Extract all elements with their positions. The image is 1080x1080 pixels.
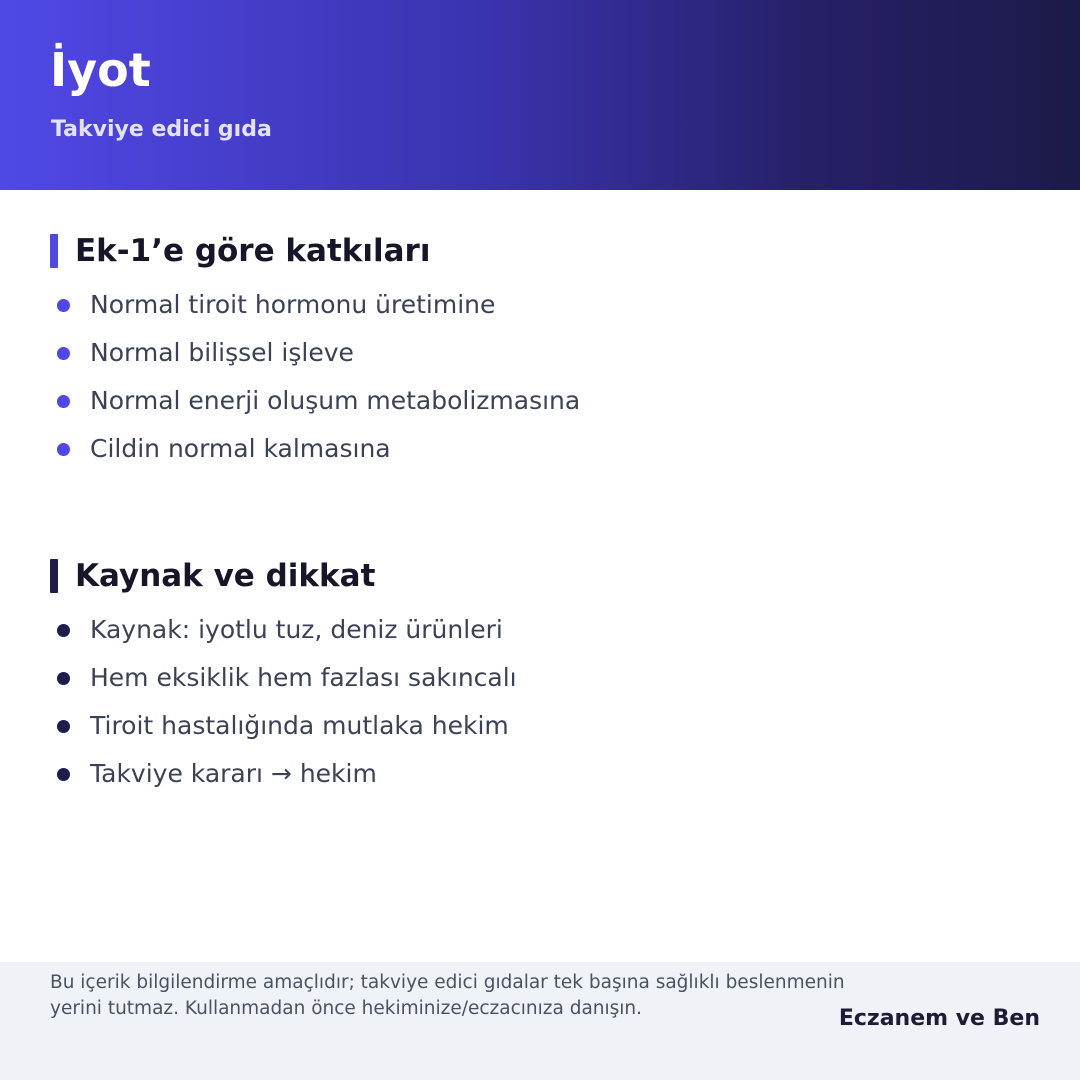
list-item-text: Normal enerji oluşum metabolizmasına — [90, 386, 581, 415]
page-subtitle: Takviye edici gıda — [51, 117, 272, 142]
list-item-text: Tiroit hastalığında mutlaka hekim — [90, 711, 509, 740]
bullet-dot-icon — [57, 768, 70, 781]
list-item-text: Cildin normal kalmasına — [90, 434, 391, 463]
section-contributions — [50, 230, 1030, 463]
brand-name: Eczanem ve Ben — [838, 1006, 1040, 1031]
section-source-caution — [50, 555, 1030, 788]
section-title: Kaynak ve dikkat — [75, 558, 376, 594]
bullet-dot-icon — [57, 720, 70, 733]
disclaimer-text: Bu içerik bilgilendirme amaçlıdır; takviye edici gıdalar tek başına sağlıklı beslenmenin yerini tutmaz. Kullanmadan önce hekiminize/eczacınıza danışın. — [50, 972, 845, 1019]
bullet-dot-icon — [57, 443, 70, 456]
list-item-text: Hem eksiklik hem fazlası sakıncalı — [90, 663, 517, 692]
list-item-text: Normal tiroit hormonu üretimine — [90, 290, 496, 319]
section-title: Ek-1’e göre katkıları — [75, 233, 431, 269]
section-accent-bar — [50, 559, 58, 593]
section-heading — [50, 555, 1030, 599]
header-banner — [0, 0, 1080, 190]
bullet-dot-icon — [57, 347, 70, 360]
section-accent-bar — [50, 234, 58, 268]
list-item-text: Normal bilişsel işleve — [90, 338, 354, 367]
section-heading — [50, 230, 1030, 274]
bullet-dot-icon — [57, 395, 70, 408]
page-title: İyot — [50, 43, 151, 97]
bullet-dot-icon — [57, 624, 70, 637]
footer — [0, 962, 1080, 1080]
bullet-dot-icon — [57, 672, 70, 685]
list-item-text: Kaynak: iyotlu tuz, deniz ürünleri — [90, 615, 503, 644]
bullet-dot-icon — [57, 299, 70, 312]
list-item-text: Takviye kararı → hekim — [90, 759, 377, 788]
